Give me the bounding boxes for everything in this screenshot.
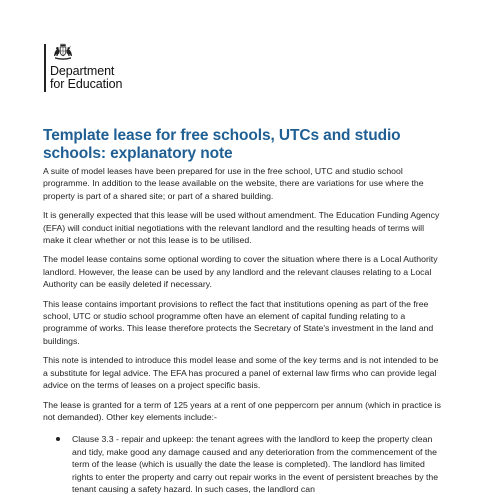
paragraph-legal-advice: This note is intended to introduce this model lease and some of the key terms and is not intended to be a substitute for legal advice. The EFA has procured a panel of external law firms who can provide legal advice on the terms of leases on a project specific basis. <box>43 355 439 391</box>
list-item <box>43 433 443 495</box>
paragraph-local-authority: The model lease contains some optional wording to cover the situation where there is a Local Authority landlord. However, the lease can be used by any landlord and the relevant clauses relating to a Local Authority can be easily deleted if necessary. <box>43 254 438 290</box>
paragraph-term: The lease is granted for a term of 125 years at a rent of one peppercorn per annum (which in practice is not demanded). Other key elements include:- <box>43 399 441 422</box>
department-name <box>50 65 122 91</box>
department-name-line-2: for Education <box>50 77 123 91</box>
list-item-text: Clause 3.3 - repair and upkeep: the tenant agrees with the landlord to keep the property clean and tidy, make good any damage caused and any deterioration from the commencement of the term of the lease (which is usually the date the lease is completed). The landlord has limited rights to enter the property and carry out repair works in the event of persistent breaches by the tenant causing a safety hazard. In such cases, the landlord can <box>72 434 439 494</box>
document-body <box>43 165 443 495</box>
department-logo <box>44 42 164 94</box>
department-name-line-1: Department <box>50 64 115 78</box>
paragraph-investment: This lease contains important provisions to reflect the fact that institutions opening as part of the free school, UTC or studio school programme often have an element of capital funding relating to a programme of works. This lease therefore protects the Secretary of State's investment in the land and buildings. <box>43 298 434 346</box>
royal-crest-icon <box>52 42 74 62</box>
logo-rule <box>44 44 46 92</box>
key-elements-list <box>43 433 443 495</box>
paragraph-intro: A suite of model leases have been prepared for use in the free school, UTC and studio school programme. In addition to the lease available on the website, there are variations for use where the property is part of a shared site; or part of a shared building. <box>43 166 424 201</box>
bullet-icon <box>56 437 60 441</box>
document-title: Template lease for free schools, UTCs and studio schools: explanatory note <box>43 127 401 162</box>
paragraph-usage: It is generally expected that this lease will be used without amendment. The Education Funding Agency (EFA) will conduct initial negotiations with the relevant landlord and the resulting heads of terms will make it clear whether or not this lease is to be utilised. <box>43 210 440 246</box>
